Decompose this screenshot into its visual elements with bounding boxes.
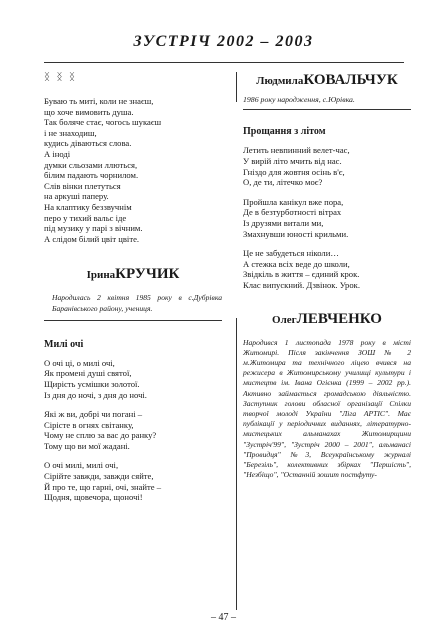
poem-title: Прощання з літом xyxy=(243,126,326,138)
author-last-name: КРУЧИК xyxy=(115,266,180,283)
column-divider xyxy=(236,318,237,610)
bio-divider xyxy=(243,109,411,110)
ornament-icon: ᛝ ᛝ ᛝ xyxy=(44,72,77,83)
author-bio-kruchyk: Народилась 2 квітня 1985 року в с.Дубрівка Баранівського району, учениця. xyxy=(52,293,222,313)
poem-stanza: Пройшла канікул вже пора, Де в безтурботності вітрах Із друзями витали ми, Змахнувши юності крильми. xyxy=(243,196,349,239)
author-first-name: Олег xyxy=(272,313,297,326)
author-name-kovalchuk xyxy=(243,72,411,89)
poem-stanza: О очі ці, о милі очі, Як промені душі святої, Щирість усмішки золотої. Із дня до ночі, з дня до ночі. xyxy=(44,357,147,400)
author-name-kruchyk xyxy=(44,266,222,283)
left-column xyxy=(44,72,222,503)
poem-stanza: Летить невпинний велет-час, У вирій літо мчить від нас. Гніздо для жовтня осінь в'є, О, де ти, літечко моє? xyxy=(243,145,350,188)
poem-untitled: Буваю ть миті, коли не знаєш, що хоче вимовить душа. Так боляче стає, чогось шукаєш і не знаходиш, кудись діваються слова. А іноді думки сльозами ллються, білим падають чорнилом. Слів вінки плетуться на аркуші паперу. На клаптику беззвучнім перо у тихий вальс іде під музику у парі з вічним. А слідом білий цвіт цвіте. xyxy=(44,96,162,244)
poem-stanza: О очі милі, милі очі, Сірійте завжди, завжди сяйте, Й про те, що гарні, очі, знайте – Щодня, щовечора, щоночі! xyxy=(44,460,162,503)
poem-stanza: Які ж ви, добрі чи погані – Сірісте в огнях світанку, Чому не сплю за вас до ранку? Тому що ви мої жадані. xyxy=(44,409,157,451)
author-first-name: Ірина xyxy=(86,269,116,282)
page-header: ЗУСТРІЧ 2002 – 2003 xyxy=(133,33,314,50)
author-bio-levchenko: Народився 1 листопада 1978 року в місті Житомирі. Після закінчення ЗОШ № 2 м.Житомира та технічного ліцею вчився на режисера в Житомирському училищі культури і мистецтв ім. Івана Огієнка (1999 – 2002 рр.). Активно займається громадською діяльністю. Заступник голови обласної організації Спілки творчої молоді України "Ліга АРТІС". Має публікації у періодичних виданнях, літературно-мистецьких альманахах Житомирщини "Зустріч'99", "Зустріч 2000 – 2001", альманасі "Провидця" №3, Всеукраїнському журналі "Березіль", колективних збірках "Першість", "Незбіщо", "Останній зошит постфуту- xyxy=(243,337,411,480)
column-divider xyxy=(236,72,237,102)
poem-title: Милі очі xyxy=(44,338,84,350)
author-bio-kovalchuk: 1986 року народження, с.Юрівка. xyxy=(243,95,355,104)
poem-stanza: Це не забудеться ніколи… А стежка всіх веде до школи, Звідкіль в життя – єдиний крок. Клас випускний. Дзвінок. Урок. xyxy=(243,248,360,290)
right-column xyxy=(243,72,411,480)
author-name-levchenko xyxy=(243,311,411,328)
author-last-name: КОВАЛЬЧУК xyxy=(303,72,398,88)
page-number: – 47 – xyxy=(211,612,236,623)
header-divider xyxy=(44,62,404,63)
author-first-name: Людмила xyxy=(256,75,304,87)
bio-divider xyxy=(44,320,222,321)
author-last-name: ЛЕВЧЕНКО xyxy=(296,310,382,327)
